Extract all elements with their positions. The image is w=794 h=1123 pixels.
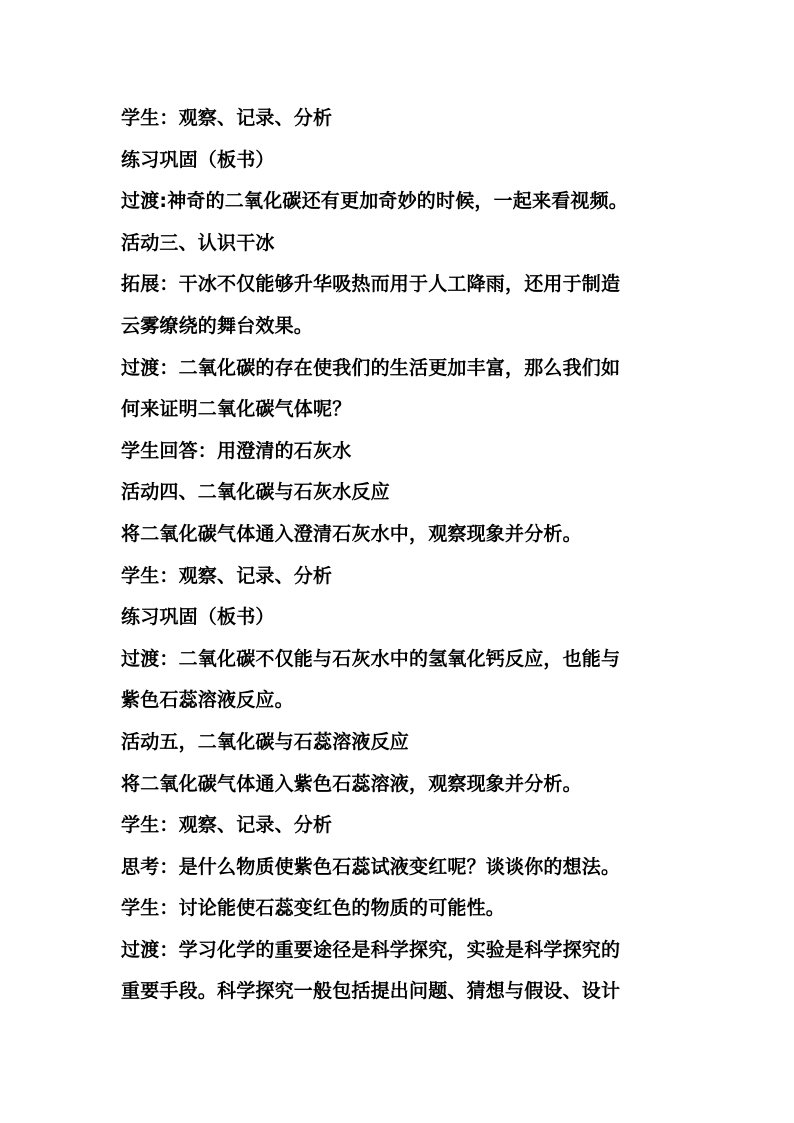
text-line: 紫色石蕊溶液反应。 bbox=[121, 689, 294, 712]
text-line: 学生回答：用澄清的石灰水 bbox=[121, 439, 352, 462]
text-line: 学生：观察、记录、分析 bbox=[121, 107, 333, 129]
text-line: 练习巩固（板书） bbox=[121, 148, 275, 171]
text-line: 过渡:神奇的二氧化碳还有更加奇妙的时候，一起来看视频。 bbox=[121, 190, 628, 213]
text-line: 学生：观察、记录、分析 bbox=[121, 814, 333, 837]
text-line: 何来证明二氧化碳气体呢？ bbox=[121, 398, 352, 421]
text-line: 练习巩固（板书） bbox=[121, 606, 275, 629]
text-line: 将二氧化碳气体通入澄清石灰水中，观察现象并分析。 bbox=[121, 522, 582, 545]
text-line: 过渡：学习化学的重要途径是科学探究，实验是科学探究的 bbox=[121, 938, 621, 961]
text-line: 重要手段。科学探究一般包括提出问题、猜想与假设、设计 bbox=[121, 980, 621, 1003]
text-line: 过渡：二氧化碳不仅能与石灰水中的氢氧化钙反应，也能与 bbox=[121, 647, 621, 670]
text-line: 过渡：二氧化碳的存在使我们的生活更加丰富，那么我们如 bbox=[121, 356, 621, 379]
section-heading: 活动四、二氧化碳与石灰水反应 bbox=[121, 481, 390, 504]
text-line: 将二氧化碳气体通入紫色石蕊溶液，观察现象并分析。 bbox=[121, 772, 582, 795]
text-line: 学生：讨论能使石蕊变红色的物质的可能性。 bbox=[121, 897, 506, 920]
section-heading: 活动五，二氧化碳与石蕊溶液反应 bbox=[121, 730, 410, 753]
text-line: 拓展：干冰不仅能够升华吸热而用于人工降雨，还用于制造 bbox=[121, 273, 621, 296]
text-line: 思考：是什么物质使紫色石蕊试液变红呢？谈谈你的想法。 bbox=[121, 855, 621, 878]
section-heading: 活动三、认识干冰 bbox=[121, 231, 275, 254]
text-line: 学生：观察、记录、分析 bbox=[121, 564, 333, 587]
text-line: 云雾缭绕的舞台效果。 bbox=[121, 314, 314, 337]
document-body bbox=[121, 98, 681, 1013]
